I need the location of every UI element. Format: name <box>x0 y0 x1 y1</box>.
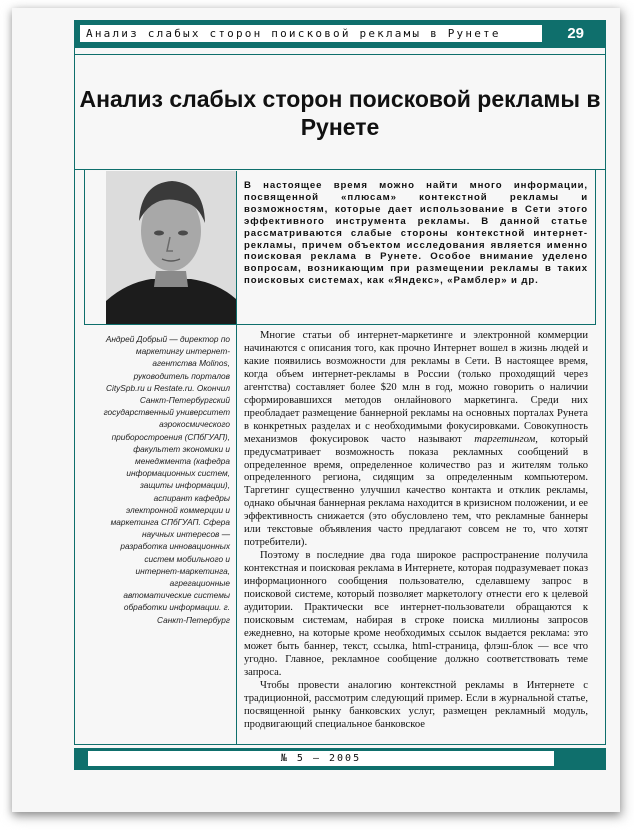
author-photo <box>106 171 237 324</box>
footer-rule <box>74 744 606 745</box>
body-paragraph <box>244 330 588 550</box>
column-divider <box>236 325 237 745</box>
article-title: Анализ слабых сторон поисковой рекламы в Рунете <box>79 86 601 140</box>
title-box <box>74 54 606 170</box>
footer-bar <box>74 748 606 770</box>
term-emphasis: таргетингом <box>474 433 536 445</box>
paragraph-text: , который предусматривает возможность показа рекламных сообщений в определенное время, определенное количество раз и жителям только определенного региона, сидящим за определенным компьютером. Таргетинг существенно улучшил качество контакта и отклик рекламы, однако обычная баннерная реклама находится в кризисном положении, и ее эффективность снижается (это обусловлено тем, что рекламные баннеры или текстовые объявления часто предлагают совсем не то, что хотят потребители). <box>244 433 588 549</box>
author-bio: Андрей Добрый — директор по маркетингу интернет-агентства Molinos, руководитель порталов CitySpb.ru и Restate.ru. Окончил Санкт-Петербургский государственный университет аэрокосмического приборостроения (СПбГУАП), факультет экономики и менеджмента (кафедра информационных систем, защиты информации), аспирант кафедры электронной коммерции и маркетинга СПбГУАП. Сфера научных интересов — разработка инновационных систем мобильного и интернет-маркетинга, агрегационные автоматические системы обработки информации. г. Санкт-Петербург <box>103 334 230 625</box>
issue-number: № 5 – 2005 <box>88 751 554 766</box>
body-paragraph: Чтобы провести аналогию контекстной рекламы в Интернете с традиционной, рассмотрим следующий пример. Если в журнальной статье, посвященной рынку банковских услуг, размещен рекламный модуль, продвигающий специальное банковское <box>244 679 588 730</box>
article-lead: В настоящее время можно найти много информации, посвященной «плюсам» контекстной рекламы и возможностям, которые дает использование в Сети этого эффективного инструмента рекламы. В данной статье рассматриваются слабые стороны контекстной интернет-рекламы, причем объектом исследования является именно поисковая реклама в Рунете. Особое внимание уделено вопросам, возникающим при размещении рекламы в таких поисковых системах, как «Яндекс», «Рамблер» и др. <box>244 180 588 287</box>
body-paragraph: Поэтому в последние два года широкое распространение получила контекстная и поисковая реклама в Интернете, которая подразумевает показ информационного сообщения пользователю, сделавшему запрос в поисковой системе, который позволяет маркетологу отнести его к целевой аудитории. Практически все интернет-пользователи обращаются к поисковым системам, набирая в строке поиска миллионы запросов ежедневно, на которые кроме необходимых ссылок выдается реклама: это может быть баннер, текст, ссылка, html-страница, флэш-блок — все что угодно. Главное, рекламное сообщение должно соответствовать теме запроса. <box>244 550 588 678</box>
running-title: Анализ слабых сторон поисковой рекламы в Рунете <box>80 25 542 42</box>
paragraph-text: Многие статьи об интернет-маркетинге и электронной коммерции начинаются с описания того, как прочно Интернет вошел в жизнь людей и какие появились возможности для рекламы в Сети. В настоящее время, когда объем интернет-рекламы в России (только проходящий через агентства) составляет более $20 млн в год, можно говорить о наличии сформировавшихся методов онлайнового маркетинга. Среди них преобладает размещение баннерной рекламы на основных порталах Рунета в конкретных разделах и с необходимыми фокусировками. Совокупность механизмов фокусировок часто называют <box>244 330 588 445</box>
article-body <box>244 330 588 732</box>
author-portrait-image <box>106 171 236 324</box>
page-number: 29 <box>567 25 584 42</box>
running-header <box>74 20 606 48</box>
